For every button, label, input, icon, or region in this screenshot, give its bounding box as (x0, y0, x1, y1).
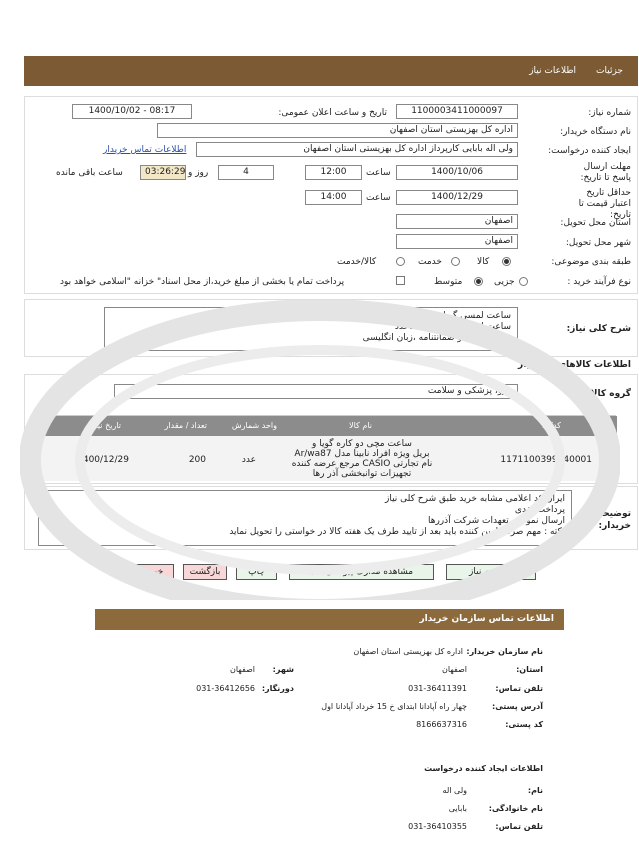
reply-button[interactable]: پاسخ به نیاز (446, 564, 536, 580)
deadline-date-field: 1400/10/06 (396, 165, 518, 180)
deadline-label: مهلت ارسال پاسخ تا تاریخ: (580, 162, 631, 183)
col-date: تاریخ نیاز (91, 421, 121, 430)
need-number-label: شماره نیاز: (588, 108, 631, 118)
price-valid-label: حداقل تاریخ اعتبار قیمت تا تاریخ: (578, 188, 631, 220)
col-unit: واحد شمارش (231, 421, 277, 430)
category-goods-radio[interactable] (502, 257, 511, 266)
contact-phone-label: تلفن تماس: (495, 684, 543, 693)
buyer-contact-link[interactable]: اطلاعات تماس خریدار (103, 145, 187, 155)
col-qty: تعداد / مقدار (164, 421, 207, 430)
requester-first-name-label: نام: (527, 786, 543, 795)
requester-phone: 031-36410355 (408, 822, 467, 831)
row-name (272, 439, 452, 479)
category-goods-service-label: کالا/خدمت (337, 257, 377, 267)
payment-note: پرداخت تمام یا بخشی از مبلغ خرید،از محل اسناد" خزانه "اسلامی خواهد بود (60, 277, 345, 287)
category-service-label: خدمت (418, 257, 442, 267)
category-goods-service-radio[interactable] (396, 257, 405, 266)
row-unit: عدد (241, 455, 256, 465)
top-header-bar (24, 56, 638, 86)
print-button[interactable]: چاپ (236, 564, 277, 580)
creator-field: ولی اله بابایی کارپرداز اداره کل بهزیستی استان اصفهان (196, 142, 518, 157)
contact-city: اصفهان (229, 665, 255, 674)
summary-line: ساعت لمسی گوپازنانه100عدد (394, 322, 511, 332)
summary-textbox (104, 307, 518, 351)
creator-label: ایجاد کننده درخواست: (548, 146, 631, 156)
goods-group-label: گروه کالا: (587, 389, 631, 399)
row-number: 1 (603, 455, 609, 465)
goods-section-title: اطلاعات کالاهای موردنیاز (517, 360, 631, 370)
back-button[interactable]: بازگشت (183, 564, 227, 580)
category-service-radio[interactable] (451, 257, 460, 266)
table-row (39, 436, 617, 481)
contact-buyer-name-label: نام سازمان خریدار: (466, 647, 543, 656)
col-code: کدکالا (542, 421, 561, 430)
remaining-time-field: 03:26:29 (140, 165, 186, 180)
contact-phone: 031-36411391 (408, 684, 467, 693)
buyer-org-label: نام دستگاه خریدار: (560, 127, 631, 137)
contact-fax-label: دورنگار: (261, 684, 294, 693)
delivery-province-label: استان محل تحویل: (560, 218, 631, 228)
process-partial-label: جزیی (494, 277, 515, 287)
notes-line: ایران کد اعلامی مشابه خرید طبق شرح کلی نیاز (385, 494, 565, 504)
requester-phone-label: تلفن تماس: (495, 822, 543, 831)
notes-line: ارسال نمونه و تعهدات شرکت آذررها (427, 516, 565, 526)
tab-details[interactable]: جزئیات (596, 66, 623, 76)
process-label: نوع فرآیند خرید : (567, 277, 631, 287)
price-valid-time-field: 14:00 (305, 190, 362, 205)
announce-label: تاریخ و ساعت اعلان عمومی: (278, 108, 387, 118)
contact-province: اصفهان (441, 665, 467, 674)
announce-field: 1400/10/02 - 08:17 (72, 104, 192, 119)
buyer-notes-textbox (38, 490, 572, 546)
row-date: 1400/12/29 (77, 455, 129, 465)
row-name-line: نام تجارتی CASIO مرجع عرضه کننده (291, 459, 433, 469)
contact-buyer-name: اداره کل بهزیستی استان اصفهان (353, 647, 463, 656)
category-goods-label: کالا (477, 257, 490, 267)
summary-label: شرح کلی نیاز: (566, 324, 631, 334)
process-partial-radio[interactable] (519, 277, 528, 286)
days-label: روز و (188, 168, 209, 178)
deadline-time-label: ساعت (366, 168, 391, 178)
category-label: طبقه بندی موضوعی: (551, 257, 631, 267)
requester-title: اطلاعات ایجاد کننده درخواست (424, 764, 543, 773)
notes-line: پرداخت نقدی (514, 505, 565, 515)
price-valid-time-label: ساعت (366, 193, 391, 203)
goods-table (38, 415, 616, 481)
notes-line: نکته : مهم صرفا تامین کننده باید بعد از تایید طرف یک هفته کالا در خواستی را تحویل نماید (229, 527, 565, 537)
delivery-city-label: شهر محل تحویل: (565, 238, 631, 248)
row-name-line: ساعت مچی دو کاره گویا و (312, 439, 412, 449)
payment-treasury-checkbox[interactable] (396, 276, 405, 285)
contact-address-label: آدرس پستی: (492, 702, 543, 711)
remaining-label: ساعت باقی مانده (56, 168, 123, 178)
col-row: ردیف (595, 421, 613, 430)
attachments-button[interactable]: مشاهده مدارک پیوستی (0) (289, 564, 434, 580)
process-medium-label: متوسط (434, 277, 463, 287)
contact-fax: 031-36412656 (196, 684, 255, 693)
contact-postal: 8166637316 (416, 720, 467, 729)
delivery-province-field: اصفهان (396, 214, 518, 229)
days-field: 4 (218, 165, 274, 180)
contact-province-label: استان: (516, 665, 543, 674)
row-name-line: تجهیزات توانبخشی آذر رها (312, 469, 412, 479)
row-qty: 200 (188, 455, 206, 465)
delivery-city-field: اصفهان (396, 234, 518, 249)
contact-address: چهار راه آپادانا ابتدای خ 15 خرداد آپادانا اول (321, 702, 467, 711)
contact-section-title (95, 609, 564, 630)
buyer-notes-label: توضیحات خریدار: (590, 509, 631, 531)
goods-table-header (39, 416, 617, 436)
row-name-line: بریل ویژه افراد نابینا مدل Ar/wa87 (294, 449, 430, 459)
requester-last-name-label: نام خانوادگی: (488, 804, 543, 813)
requester-first-name: ولی اله (442, 786, 467, 795)
need-number-field: 1100003411000097 (396, 104, 518, 119)
process-medium-radio[interactable] (474, 277, 483, 286)
row-code: 1171100399240001 (500, 455, 592, 465)
tab-need-info[interactable]: اطلاعات نیاز (529, 66, 576, 76)
exit-button[interactable]: خروج (132, 564, 174, 580)
goods-group-field: دارو، پزشکی و سلامت (114, 384, 518, 399)
summary-line: دارای کیفیت و ضمانتنامه ،زبان انگلیسی (362, 333, 511, 343)
buyer-org-field: اداره کل بهزیستی استان اصفهان (157, 123, 518, 138)
deadline-time-field: 12:00 (305, 165, 362, 180)
summary-line: ساعت لمسی گوپامردانه100عدد (388, 311, 511, 321)
requester-last-name: بابایی (448, 804, 467, 813)
contact-city-label: شهر: (272, 665, 294, 674)
contact-section-title-text: اطلاعات تماس سازمان خریدار (419, 614, 554, 624)
col-name: نام کالا (349, 421, 372, 430)
price-valid-date-field: 1400/12/29 (396, 190, 518, 205)
contact-postal-label: کد پستی: (505, 720, 543, 729)
